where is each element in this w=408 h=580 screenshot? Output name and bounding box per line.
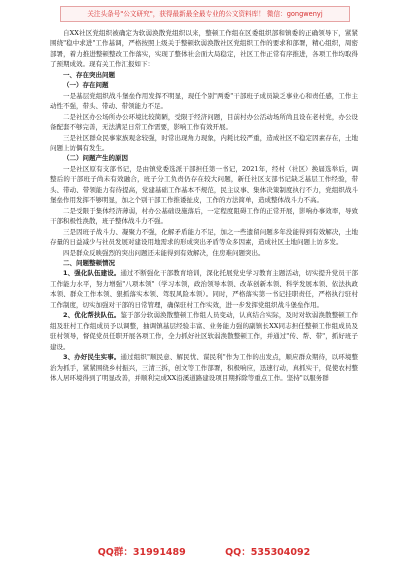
document-body	[50, 28, 358, 383]
intro-paragraph: 自XX社区党组织被确定为软弱涣散党组织以来，整顿工作组在区委组织部和镇委的正确领导下，紧紧围绕"稳中求进"工作基调，严格按照上级关于整顿软弱涣散社区党组织工作的要求和部署，精心组织，周密部署，着力推进整顿整改工作落实，实现了整体社会面大局稳定，社区工作正常有序推进，各项工作均取得了预期成效。现有关工作汇报如下：	[50, 29, 358, 69]
qq-number: QQ：535304092	[225, 547, 311, 558]
cause-paragraph-1: 一是社区原有支部书记，是由镇党委选派干部担任第一书记，2021年，经村（社区）换届选举后，调整后的干部班子尚未有效融合，班子分工负责仍存在较大问题，新任社区支部书记缺乏基层工作经验，带头、带动、带领能力有待提高，党建基础工作基本不规范，民主议事、集体决策制度执行不力，党组织战斗堡垒作用发挥不够明显，加之个别干部工作推诿扯皮，工作的方法简单，造成整体战斗力不高。	[50, 164, 358, 205]
measure-title-1: 1、强化队伍建设。	[63, 269, 121, 278]
section-heading-2: 二、问题整顿情况	[63, 258, 115, 267]
cause-paragraph-2: 二是受限于集体经济薄弱，村办公基础设施落后，一定程度阻碍工作的正常开展，影响办事效率，导致干部积极性涣散，班子整体战斗力不强。	[50, 206, 358, 226]
cause-paragraph-4: 四是群众反映强烈的突出问题还未能得到有效解决，住房难问题突出。	[63, 248, 265, 257]
measure-title-3: 3、办好民生实事。	[63, 353, 121, 362]
measure-paragraph-1	[50, 268, 358, 310]
section-heading-1: 一、存在突出问题	[63, 70, 115, 79]
measure-paragraph-2	[50, 310, 358, 352]
problem-paragraph-1: 一是基层党组织战斗堡垒作用发挥不明显，现任个别"两委"干部班子成员缺乏事业心和责任感，工作主动性不强，带头、带动、带领能力不足。	[50, 91, 358, 111]
cause-paragraph-3: 三是因班子战斗力、凝聚力不强，化解矛盾能力不足，加之一些遗留问题多年没能得到有效解决，土地存量的日益减少与社员发展对建设用地需求的形成突出矛盾等众多因素，造成社区土地问题上访多发。	[50, 227, 358, 247]
measure-paragraph-3	[50, 352, 358, 383]
problem-paragraph-2: 二是社区办公场所办公环境比较简陋，受限于经济问题，目前村办公活动场所尚且设在老村党，办公设备配套不够完善，无法满足日常工作需要，影响工作有效开展。	[50, 112, 358, 132]
measure-text-2: 鉴于部分软弱涣散整顿工作组人员变动，认真结合实际，及时对软弱涣散整顿工作组及驻村工作组成员予以调整，抽调镇基层经验丰富、业务能力强的副镇长XX同志担任整顿工作组成员及驻村领导，督促党员任职开展各项工作，全力抓好社区软弱涣散整顿工作，并通过"传、帮、带"，抓好班子建设。	[50, 311, 358, 351]
problem-paragraph-3: 三是社区群众民事家族观念较强，时常出现角力现象，内耗比较严重，造成社区不稳定因素存在，土地问题上访偶有发生。	[50, 133, 358, 152]
measure-text-1: 通过不断强化干部教育培训，深化托展党史学习教育主题活动，切实提升党员干部工作能力水平，努力增强"八项本领"（学习本领，政治领导本领、改革创新本领、科学发展本领、依法执政本领、群众工作本领、狠抓落实本领、驾驭风险本领）。同时，严格落实第一书记挂职责任，严格执行驻村工作制度，切实加强对干部的日常管理，确保驻村工作实效，进一步发挥党组织战斗堡垒作用。	[50, 269, 358, 309]
qq-group-number: QQ群：31991489	[97, 547, 186, 558]
contact-footer	[0, 544, 408, 558]
measure-title-2: 2、优化帮扶队伍。	[63, 311, 121, 320]
subsection-heading-causes: （二）问题产生的原因	[63, 154, 128, 163]
subsection-heading-problems: （一）存在问题	[63, 81, 109, 90]
promo-banner: 关注头条号"公文研究"，获得最新最全最专业的公文资料库！ 微信：gongwenyj	[60, 6, 350, 22]
measure-text-3: 通过组织"顺民意、解民忧、谋民利"作为工作的出发点，顺应群众期待，以环境整治为抓手，紧紧围绕乡村振兴，三清三拆，创文等工作部署，积极响应，迅速行动，真抓实干，促使农村整体人居环境得到了明显改善，并顺利完成XX沿溪道路建设项目期拆除等重点工作。坚持"以服务群	[50, 353, 358, 382]
